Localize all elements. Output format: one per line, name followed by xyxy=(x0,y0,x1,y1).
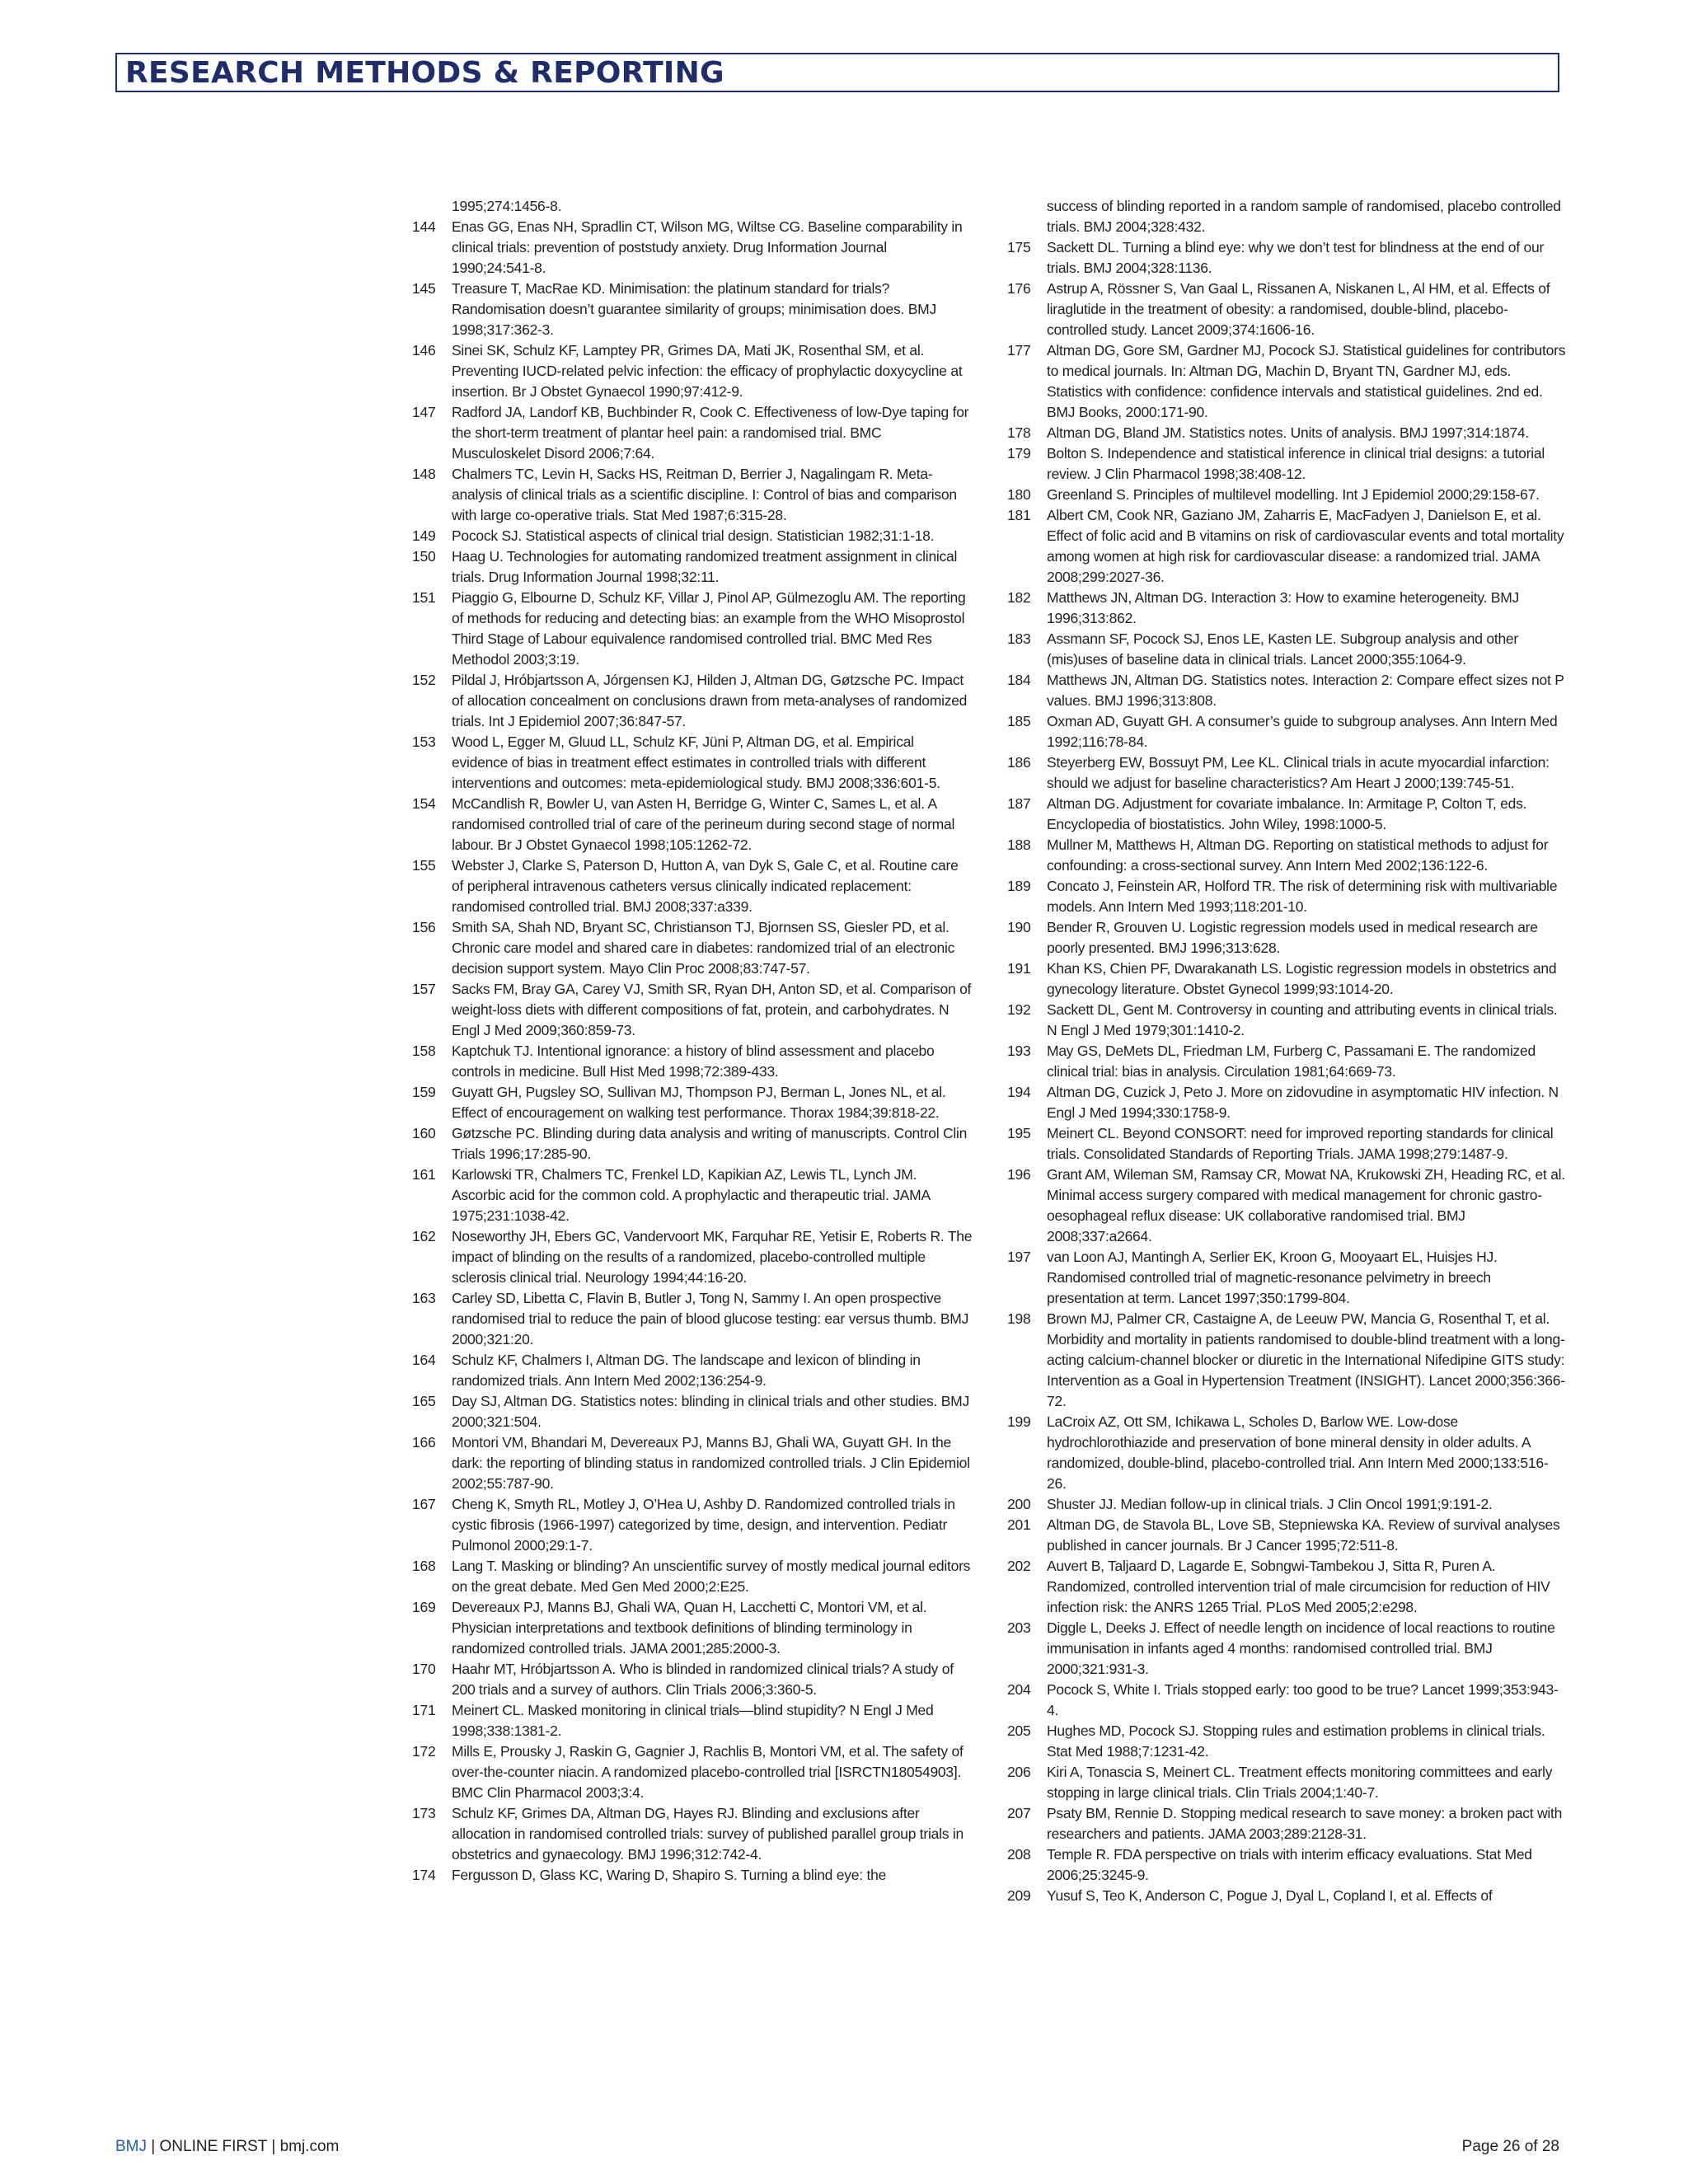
reference-text: Chalmers TC, Levin H, Sacks HS, Reitman D, Berrier J, Nagalingam R. Meta-analysis of clinical trials as a scientific discipline. I: Control of bias and comparison with large co-operative trials. Stat Med 1987;6:315-28. xyxy=(452,466,957,523)
reference-item xyxy=(412,1041,973,1082)
reference-list-right xyxy=(1007,237,1568,1906)
reference-number: 175 xyxy=(1007,239,1031,255)
reference-number: 166 xyxy=(412,1434,436,1451)
reference-number: 154 xyxy=(412,795,436,812)
reference-text: Mills E, Prousky J, Raskin G, Gagnier J, Rachlis B, Montori VM, et al. The safety of over-the-counter niacin. A randomized placebo-controlled trial [ISRCTN18054903]. BMC Clin Pharmacol 2003;3:4. xyxy=(452,1743,964,1801)
reference-item xyxy=(1007,876,1568,917)
reference-text: Hughes MD, Pocock SJ. Stopping rules and estimation problems in clinical trials. Stat Med 1988;7:1231-42. xyxy=(1047,1722,1545,1760)
reference-continuation: success of blinding reported in a random sample of randomised, placebo controlled trials. BMJ 2004;328:432. xyxy=(1047,198,1561,235)
reference-item xyxy=(1007,1494,1568,1515)
reference-text: Sackett DL. Turning a blind eye: why we don’t test for blindness at the end of our trials. BMJ 2004;328:1136. xyxy=(1047,239,1545,276)
reference-number: 207 xyxy=(1007,1805,1031,1821)
reference-text: van Loon AJ, Mantingh A, Serlier EK, Kroon G, Mooyaart EL, Huisjes HJ. Randomised controlled trial of magnetic-resonance pelvimetry in breech presentation at term. Lancet 1997;350:1799-804. xyxy=(1047,1249,1498,1306)
reference-number: 158 xyxy=(412,1043,436,1059)
reference-text: Sinei SK, Schulz KF, Lamptey PR, Grimes DA, Mati JK, Rosenthal SM, et al. Preventing IUCD-related pelvic infection: the efficacy of prophylactic doxycycline at insertion. Br J Obstet Gynaecol 1990;97:412-9. xyxy=(452,342,963,400)
reference-number: 197 xyxy=(1007,1249,1031,1265)
reference-number: 146 xyxy=(412,342,436,359)
reference-number: 192 xyxy=(1007,1001,1031,1018)
reference-number: 201 xyxy=(1007,1516,1031,1533)
reference-item xyxy=(412,1659,973,1700)
reference-item xyxy=(1007,423,1568,443)
reference-text: Oxman AD, Guyatt GH. A consumer’s guide to subgroup analyses. Ann Intern Med 1992;116:78-84. xyxy=(1047,713,1558,750)
reference-text: Noseworthy JH, Ebers GC, Vandervoort MK, Farquhar RE, Yetisir E, Roberts R. The impact of blinding on the results of a randomized, placebo-controlled multiple sclerosis clinical trial. Neurology 1994;44:16-20. xyxy=(452,1228,973,1286)
reference-item xyxy=(1007,1886,1568,1906)
reference-item xyxy=(412,979,973,1041)
reference-number: 194 xyxy=(1007,1084,1031,1100)
reference-item xyxy=(412,1700,973,1741)
reference-item xyxy=(1007,1803,1568,1844)
reference-item xyxy=(412,1803,973,1865)
reference-text: Cheng K, Smyth RL, Motley J, O’Hea U, Ashby D. Randomized controlled trials in cystic fibrosis (1966-1997) categorized by time, design, and intervention. Pediatr Pulmonol 2000;29:1-7. xyxy=(452,1496,955,1554)
reference-number: 204 xyxy=(1007,1681,1031,1698)
reference-number: 147 xyxy=(412,404,436,420)
reference-number: 190 xyxy=(1007,919,1031,935)
reference-item xyxy=(1007,917,1568,958)
reference-text: Temple R. FDA perspective on trials with interim efficacy evaluations. Stat Med 2006;25:3245-9. xyxy=(1047,1846,1532,1883)
reference-number: 185 xyxy=(1007,713,1031,729)
reference-item xyxy=(412,279,973,340)
reference-number: 205 xyxy=(1007,1722,1031,1739)
reference-number: 165 xyxy=(412,1393,436,1409)
section-title: RESEARCH METHODS & REPORTING xyxy=(125,56,724,90)
reference-text: Day SJ, Altman DG. Statistics notes: blinding in clinical trials and other studies. BMJ 2000;321:504. xyxy=(452,1393,969,1430)
footer-journal-info xyxy=(115,2137,339,2157)
reference-item xyxy=(412,1865,973,1886)
reference-number: 209 xyxy=(1007,1887,1031,1904)
reference-text: May GS, DeMets DL, Friedman LM, Furberg C, Passamani E. The randomized clinical trial: bias in analysis. Circulation 1981;64:669-73. xyxy=(1047,1043,1536,1080)
reference-text: Webster J, Clarke S, Paterson D, Hutton A, van Dyk S, Gale C, et al. Routine care of peripheral intravenous catheters versus clinically indicated replacement: randomised controlled trial. BMJ 2008;337:a339. xyxy=(452,857,959,915)
reference-number: 150 xyxy=(412,548,436,565)
reference-item xyxy=(412,1288,973,1350)
reference-item xyxy=(1007,1082,1568,1123)
reference-item xyxy=(412,1432,973,1494)
reference-text: Shuster JJ. Median follow-up in clinical trials. J Clin Oncol 1991;9:191-2. xyxy=(1047,1496,1493,1512)
reference-item xyxy=(412,855,973,917)
reference-item xyxy=(1007,443,1568,485)
reference-number: 195 xyxy=(1007,1125,1031,1141)
section-header-bar xyxy=(115,53,1559,92)
reference-number: 183 xyxy=(1007,630,1031,647)
reference-item xyxy=(1007,670,1568,711)
reference-text: Pocock SJ. Statistical aspects of clinical trial design. Statistician 1982;31:1-18. xyxy=(452,527,935,544)
reference-item xyxy=(1007,1618,1568,1680)
reference-number: 152 xyxy=(412,672,436,688)
reference-item xyxy=(1007,1123,1568,1165)
reference-text: Bolton S. Independence and statistical inference in clinical trial designs: a tutorial review. J Clin Pharmacol 1998;38:408-12. xyxy=(1047,445,1545,482)
reference-item xyxy=(1007,588,1568,629)
reference-item xyxy=(1007,752,1568,794)
reference-item xyxy=(1007,1762,1568,1803)
reference-item xyxy=(1007,237,1568,279)
reference-text: Mullner M, Matthews H, Altman DG. Reporting on statistical methods to adjust for confounding: a cross-sectional survey. Ann Intern Med 2002;136:122-6. xyxy=(1047,837,1549,874)
reference-number: 157 xyxy=(412,981,436,997)
reference-item xyxy=(1007,1247,1568,1309)
reference-item xyxy=(1007,1680,1568,1721)
reference-text: Altman DG, Gore SM, Gardner MJ, Pocock SJ. Statistical guidelines for contributors to medical journals. In: Altman DG, Machin D, Bryant TN, Gardner MJ, eds. Statistics with confidence: confidence intervals and statistical guidelines. 2nd ed. BMJ Books, 2000:171-90. xyxy=(1047,342,1566,420)
reference-text: Albert CM, Cook NR, Gaziano JM, Zaharris E, MacFadyen J, Danielson E, et al. Effect of folic acid and B vitamins on risk of cardiovascular events and total mortality among women at high risk for cardiovascular disease: a randomized trial. JAMA 2008;299:2027-36. xyxy=(1047,507,1564,585)
reference-number: 144 xyxy=(412,218,436,235)
reference-number: 167 xyxy=(412,1496,436,1512)
reference-text: Altman DG, de Stavola BL, Love SB, Stepniewska KA. Review of survival analyses published in cancer journals. Br J Cancer 1995;72:511-8. xyxy=(1047,1516,1560,1554)
reference-column-left xyxy=(412,196,973,1886)
reference-text: Greenland S. Principles of multilevel modelling. Int J Epidemiol 2000;29:158-67. xyxy=(1047,486,1540,503)
reference-item xyxy=(412,526,973,546)
reference-number: 181 xyxy=(1007,507,1031,523)
reference-number: 208 xyxy=(1007,1846,1031,1863)
reference-text: Meinert CL. Beyond CONSORT: need for improved reporting standards for clinical trials. Consolidated Standards of Reporting Trials. JAMA 1998;279:1487-9. xyxy=(1047,1125,1554,1162)
reference-item xyxy=(412,464,973,526)
reference-item xyxy=(412,1494,973,1556)
reference-number: 172 xyxy=(412,1743,436,1760)
reference-item xyxy=(412,1741,973,1803)
reference-continuation: 1995;274:1456-8. xyxy=(452,198,562,214)
reference-item xyxy=(1007,1412,1568,1494)
reference-number: 191 xyxy=(1007,960,1031,977)
reference-number: 186 xyxy=(1007,754,1031,771)
reference-item xyxy=(1007,505,1568,588)
reference-text: Matthews JN, Altman DG. Statistics notes. Interaction 2: Compare effect sizes not P values. BMJ 1996;313:808. xyxy=(1047,672,1564,709)
reference-item xyxy=(412,732,973,794)
reference-text: Schulz KF, Grimes DA, Altman DG, Hayes RJ. Blinding and exclusions after allocation in randomised controlled trials: survey of published parallel group trials in obstetrics and gynaecology. BMJ 1996;312:742-4. xyxy=(452,1805,964,1863)
reference-item xyxy=(412,794,973,855)
reference-text: Montori VM, Bhandari M, Devereaux PJ, Manns BJ, Ghali WA, Guyatt GH. In the dark: the reporting of blinding status in randomized controlled trials. J Clin Epidemiol 2002;55:787-90. xyxy=(452,1434,970,1492)
reference-number: 200 xyxy=(1007,1496,1031,1512)
reference-text: Haag U. Technologies for automating randomized treatment assignment in clinical trials. Drug Information Journal 1998;32:11. xyxy=(452,548,958,585)
reference-text: Astrup A, Rössner S, Van Gaal L, Rissanen A, Niskanen L, Al HM, et al. Effects of liraglutide in the treatment of obesity: a randomised, double-blind, placebo-controlled study. Lancet 2009;374:1606-16. xyxy=(1047,280,1550,338)
reference-item xyxy=(1007,1000,1568,1041)
reference-text: Devereaux PJ, Manns BJ, Ghali WA, Quan H, Lacchetti C, Montori VM, et al. Physician interpretations and textbook definitions of blinding terminology in randomized controlled trials. JAMA 2001;285:2000-3. xyxy=(452,1599,927,1657)
reference-text: Guyatt GH, Pugsley SO, Sullivan MJ, Thompson PJ, Berman L, Jones NL, et al. Effect of encouragement on walking test performance. Thorax 1984;39:818-22. xyxy=(452,1084,946,1121)
reference-text: Haahr MT, Hróbjartsson A. Who is blinded in randomized clinical trials? A study of 200 trials and a survey of authors. Clin Trials 2006;3:360-5. xyxy=(452,1661,954,1698)
reference-number: 182 xyxy=(1007,589,1031,606)
reference-item xyxy=(1007,1556,1568,1618)
reference-number: 161 xyxy=(412,1166,436,1183)
reference-item xyxy=(412,546,973,588)
reference-item xyxy=(1007,279,1568,340)
reference-number: 153 xyxy=(412,733,436,750)
reference-text: Schulz KF, Chalmers I, Altman DG. The landscape and lexicon of blinding in randomized trials. Ann Intern Med 2002;136:254-9. xyxy=(452,1352,921,1389)
footer-section: ONLINE FIRST xyxy=(159,2138,268,2155)
reference-text: Carley SD, Libetta C, Flavin B, Butler J, Tong N, Sammy I. An open prospective randomised trial to reduce the pain of blood glucose testing: ear versus thumb. BMJ 2000;321:20. xyxy=(452,1290,969,1347)
reference-number: 206 xyxy=(1007,1764,1031,1780)
reference-text: Psaty BM, Rennie D. Stopping medical research to save money: a broken pact with researchers and patients. JAMA 2003;289:2128-31. xyxy=(1047,1805,1563,1842)
reference-item xyxy=(412,1226,973,1288)
reference-number: 159 xyxy=(412,1084,436,1100)
reference-text: Altman DG, Bland JM. Statistics notes. Units of analysis. BMJ 1997;314:1874. xyxy=(1047,424,1530,441)
reference-text: Radford JA, Landorf KB, Buchbinder R, Cook C. Effectiveness of low-Dye taping for the short-term treatment of plantar heel pain: a randomised trial. BMC Musculoskelet Disord 2006;7:64. xyxy=(452,404,969,462)
reference-item xyxy=(1007,835,1568,876)
reference-item xyxy=(1007,485,1568,505)
reference-number: 178 xyxy=(1007,424,1031,441)
reference-number: 180 xyxy=(1007,486,1031,503)
reference-number: 174 xyxy=(412,1867,436,1883)
reference-text: McCandlish R, Bowler U, van Asten H, Berridge G, Winter C, Sames L, et al. A randomised controlled trial of care of the perineum during second stage of normal labour. Br J Obstet Gynaecol 1998;105:1262-72. xyxy=(452,795,955,853)
reference-text: Diggle L, Deeks J. Effect of needle length on incidence of local reactions to routine immunisation in infants aged 4 months: randomised controlled trial. BMJ 2000;321:931-3. xyxy=(1047,1619,1555,1677)
reference-text: Auvert B, Taljaard D, Lagarde E, Sobngwi-Tambekou J, Sitta R, Puren A. Randomized, controlled intervention trial of male circumcision for reduction of HIV infection risk: the ANRS 1265 Trial. PLoS Med 2005;2:e298. xyxy=(1047,1558,1550,1615)
reference-number: 196 xyxy=(1007,1166,1031,1183)
reference-number: 202 xyxy=(1007,1558,1031,1574)
footer-separator: | xyxy=(147,2138,160,2155)
reference-number: 184 xyxy=(1007,672,1031,688)
footer-journal-name: BMJ xyxy=(115,2138,147,2155)
reference-text: Brown MJ, Palmer CR, Castaigne A, de Leeuw PW, Mancia G, Rosenthal T, et al. Morbidity and mortality in patients randomised to double-blind treatment with a long-acting calcium-channel blocker or diuretic in the International Nifedipine GITS study: Intervention as a Goal in Hypertension Treatment (INSIGHT). Lancet 2000;356:366-72. xyxy=(1047,1310,1565,1409)
reference-text: Bender R, Grouven U. Logistic regression models used in medical research are poorly presented. BMJ 1996;313:628. xyxy=(1047,919,1538,956)
reference-item xyxy=(412,1391,973,1432)
reference-number: 162 xyxy=(412,1228,436,1244)
reference-item xyxy=(1007,1844,1568,1886)
reference-number: 203 xyxy=(1007,1619,1031,1636)
reference-number: 193 xyxy=(1007,1043,1031,1059)
reference-text: Fergusson D, Glass KC, Waring D, Shapiro S. Turning a blind eye: the xyxy=(452,1867,887,1883)
reference-item xyxy=(412,402,973,464)
reference-text: Sackett DL, Gent M. Controversy in counting and attributing events in clinical trials. N Engl J Med 1979;301:1410-2. xyxy=(1047,1001,1558,1038)
reference-number: 171 xyxy=(412,1702,436,1718)
reference-item xyxy=(412,1597,973,1659)
footer-separator: | xyxy=(267,2138,280,2155)
reference-number: 176 xyxy=(1007,280,1031,297)
reference-text: Pildal J, Hróbjartsson A, Jórgensen KJ, Hilden J, Altman DG, Gøtzsche PC. Impact of allocation concealment on conclusions drawn from meta-analyses of randomized trials. Int J Epidemiol 2007;36:847-57. xyxy=(452,672,968,729)
reference-number: 163 xyxy=(412,1290,436,1306)
reference-item xyxy=(412,1165,973,1226)
reference-item xyxy=(1007,1165,1568,1247)
reference-number: 189 xyxy=(1007,878,1031,894)
reference-number: 160 xyxy=(412,1125,436,1141)
reference-text: Treasure T, MacRae KD. Minimisation: the platinum standard for trials? Randomisation doesn’t guarantee similarity of groups; minimisation does. BMJ 1998;317:362-3. xyxy=(452,280,936,338)
reference-text: Yusuf S, Teo K, Anderson C, Pogue J, Dyal L, Copland I, et al. Effects of xyxy=(1047,1887,1493,1904)
reference-item xyxy=(412,1350,973,1391)
reference-text: Concato J, Feinstein AR, Holford TR. The risk of determining risk with multivariable models. Ann Intern Med 1993;118:201-10. xyxy=(1047,878,1558,915)
reference-text: Smith SA, Shah ND, Bryant SC, Christianson TJ, Bjornsen SS, Giesler PD, et al. Chronic care model and shared care in diabetes: randomized trial of an electronic decision support system. Mayo Clin Proc 2008;83:747-57. xyxy=(452,919,955,977)
footer-site-link[interactable]: bmj.com xyxy=(279,2138,340,2155)
reference-text: Sacks FM, Bray GA, Carey VJ, Smith SR, Ryan DH, Anton SD, et al. Comparison of weight-loss diets with different compositions of fat, protein, and carbohydrates. N Engl J Med 2009;360:859-73. xyxy=(452,981,972,1038)
reference-number: 169 xyxy=(412,1599,436,1615)
reference-text: Matthews JN, Altman DG. Interaction 3: How to examine heterogeneity. BMJ 1996;313:862. xyxy=(1047,589,1520,626)
reference-number: 173 xyxy=(412,1805,436,1821)
reference-text: Piaggio G, Elbourne D, Schulz KF, Villar J, Pinol AP, Gülmezoglu AM. The reporting of methods for reducing and detecting bias: an example from the WHO Misoprostol Third Stage of Labour equivalence randomised controlled trial. BMC Med Res Methodol 2003;3:19. xyxy=(452,589,966,668)
reference-number: 164 xyxy=(412,1352,436,1368)
reference-number: 170 xyxy=(412,1661,436,1677)
reference-item xyxy=(412,670,973,732)
reference-number: 151 xyxy=(412,589,436,606)
reference-number: 145 xyxy=(412,280,436,297)
reference-list-left xyxy=(412,217,973,1886)
reference-item xyxy=(1007,958,1568,1000)
reference-number: 149 xyxy=(412,527,436,544)
reference-text: Pocock S, White I. Trials stopped early: too good to be true? Lancet 1999;353:943-4. xyxy=(1047,1681,1559,1718)
reference-text: Steyerberg EW, Bossuyt PM, Lee KL. Clinical trials in acute myocardial infarction: should we adjust for baseline characteristics? Am Heart J 2000;139:745-51. xyxy=(1047,754,1550,791)
reference-number: 179 xyxy=(1007,445,1031,462)
reference-number: 148 xyxy=(412,466,436,482)
reference-text: Kaptchuk TJ. Intentional ignorance: a history of blind assessment and placebo controls in medicine. Bull Hist Med 1998;72:389-433. xyxy=(452,1043,935,1080)
reference-item xyxy=(1007,1721,1568,1762)
reference-number: 199 xyxy=(1007,1413,1031,1430)
reference-item xyxy=(412,1556,973,1597)
reference-text: Assmann SF, Pocock SJ, Enos LE, Kasten LE. Subgroup analysis and other (mis)uses of baseline data in clinical trials. Lancet 2000;355:1064-9. xyxy=(1047,630,1518,668)
reference-text: Altman DG, Cuzick J, Peto J. More on zidovudine in asymptomatic HIV infection. N Engl J Med 1994;330:1758-9. xyxy=(1047,1084,1559,1121)
reference-item xyxy=(1007,711,1568,752)
reference-number: 168 xyxy=(412,1558,436,1574)
reference-item xyxy=(1007,340,1568,423)
reference-number: 188 xyxy=(1007,837,1031,853)
reference-item xyxy=(412,340,973,402)
reference-text: Meinert CL. Masked monitoring in clinical trials—blind stupidity? N Engl J Med 1998;338:1381-2. xyxy=(452,1702,934,1739)
reference-item xyxy=(1007,1515,1568,1556)
reference-text: LaCroix AZ, Ott SM, Ichikawa L, Scholes D, Barlow WE. Low-dose hydrochlorothiazide and preservation of bone mineral density in older adults. A randomized, double-blind, placebo-controlled trial. Ann Intern Med 2000;133:516-26. xyxy=(1047,1413,1549,1492)
reference-item xyxy=(1007,794,1568,835)
reference-number: 177 xyxy=(1007,342,1031,359)
reference-item xyxy=(412,917,973,979)
reference-column-right xyxy=(1007,196,1568,1906)
reference-item xyxy=(1007,629,1568,670)
page-number: Page 26 of 28 xyxy=(1461,2138,1559,2155)
reference-item xyxy=(1007,1041,1568,1082)
reference-text: Lang T. Masking or blinding? An unscientific survey of mostly medical journal editors on the great debate. Med Gen Med 2000;2:E25. xyxy=(452,1558,971,1595)
reference-number: 187 xyxy=(1007,795,1031,812)
reference-text: Grant AM, Wileman SM, Ramsay CR, Mowat NA, Krukowski ZH, Heading RC, et al. Minimal access surgery compared with medical management for chronic gastro-oesophageal reflux disease: UK collaborative randomised trial. BMJ 2008;337:a2664. xyxy=(1047,1166,1565,1244)
reference-item xyxy=(412,588,973,670)
reference-text: Kiri A, Tonascia S, Meinert CL. Treatment effects monitoring committees and early stopping in large clinical trials. Clin Trials 2004;1:40-7. xyxy=(1047,1764,1553,1801)
reference-text: Karlowski TR, Chalmers TC, Frenkel LD, Kapikian AZ, Lewis TL, Lynch JM. Ascorbic acid for the common cold. A prophylactic and therapeutic trial. JAMA 1975;231:1038-42. xyxy=(452,1166,930,1224)
reference-text: Enas GG, Enas NH, Spradlin CT, Wilson MG, Wiltse CG. Baseline comparability in clinical trials: prevention of poststudy anxiety. Drug Information Journal 1990;24:541-8. xyxy=(452,218,963,276)
reference-text: Khan KS, Chien PF, Dwarakanath LS. Logistic regression models in obstetrics and gynecology literature. Obstet Gynecol 1999;93:1014-20. xyxy=(1047,960,1557,997)
reference-text: Wood L, Egger M, Gluud LL, Schulz KF, Jüni P, Altman DG, et al. Empirical evidence of bias in treatment effect estimates in controlled trials with different interventions and outcomes: meta-epidemiological study. BMJ 2008;336:601-5. xyxy=(452,733,940,791)
reference-text: Altman DG. Adjustment for covariate imbalance. In: Armitage P, Colton T, eds. Encyclopedia of biostatistics. John Wiley, 1998:1000-5. xyxy=(1047,795,1527,832)
reference-item xyxy=(1007,1309,1568,1412)
reference-text: Gøtzsche PC. Blinding during data analysis and writing of manuscripts. Control Clin Trials 1996;17:285-90. xyxy=(452,1125,968,1162)
reference-number: 198 xyxy=(1007,1310,1031,1327)
reference-item xyxy=(412,1082,973,1123)
reference-item xyxy=(412,1123,973,1165)
reference-number: 156 xyxy=(412,919,436,935)
reference-number: 155 xyxy=(412,857,436,874)
reference-item xyxy=(412,217,973,279)
